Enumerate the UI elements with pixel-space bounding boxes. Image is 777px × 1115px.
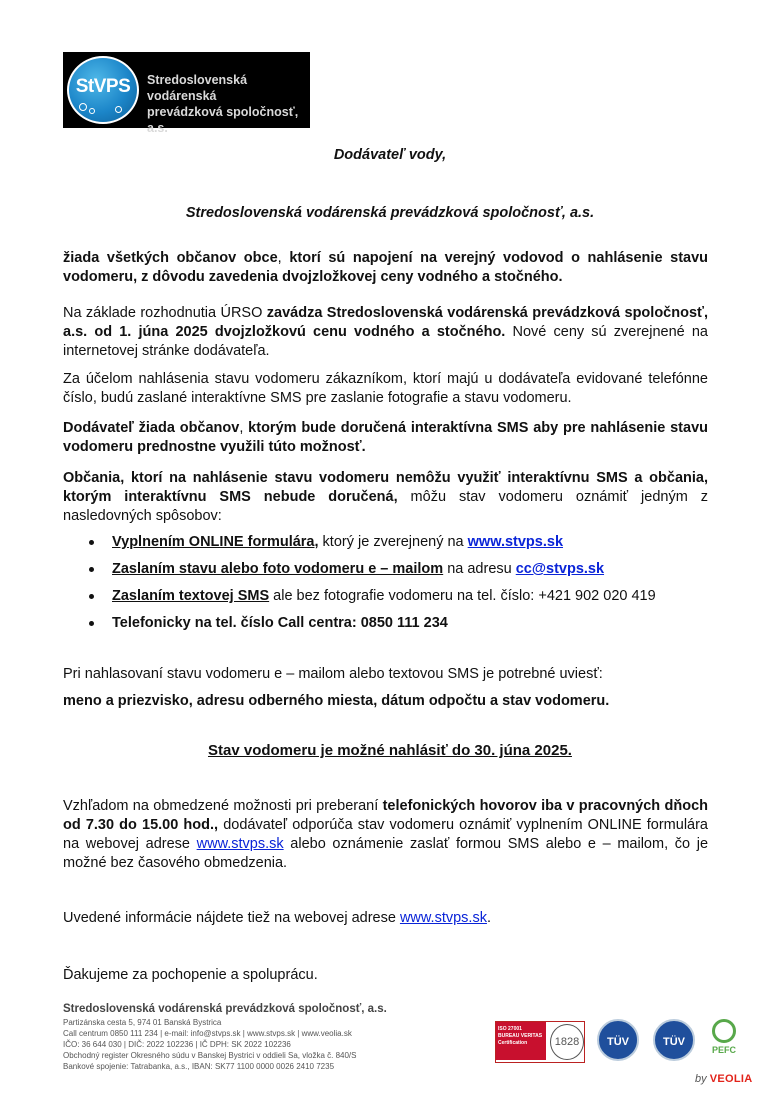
bubble-icon — [89, 108, 95, 114]
bubble-icon — [115, 106, 122, 113]
decision-paragraph — [63, 304, 708, 361]
text: Občania, ktorí na nahlásenie stavu vodomeru nemôžu využiť interaktívnu SMS a občania, ktorým interaktívnu SMS nebude doručená, — [63, 470, 708, 505]
text: môžu stav vodomeru oznámiť jedným z nasledovných spôsobov: — [63, 489, 709, 524]
text: telefonických hovorov iba v pracovných dňoch od 7.30 do 15.00 hod., — [63, 798, 708, 833]
text: Dodávateľ žiada občanov — [63, 420, 240, 436]
footer-ids: IČO: 36 644 030 | DIČ: 2022 102236 | IČ DPH: SK 2022 102236 — [63, 1040, 291, 1049]
tuv-badge: TÜV — [597, 1019, 639, 1061]
pefc-label: PEFC — [711, 1045, 736, 1055]
request-paragraph — [63, 249, 708, 287]
list-item — [88, 614, 728, 641]
sms-paragraph: Za účelom nahlásenia stavu vodomeru zákazníkom, ktorí majú u dodávateľa evidované telefónne číslo, budú zaslané interaktívne SMS pre zaslanie fotografie a stavu vodomeru. — [63, 371, 708, 406]
list-item — [88, 560, 728, 587]
veolia-logo — [695, 1073, 752, 1085]
certification-badges — [495, 1017, 745, 1065]
footer-register: Obchodný register Okresného súdu v Banskej Bystrici v oddieli Sa, vložka č. 840/S — [63, 1051, 357, 1060]
bureau-veritas-badge — [495, 1021, 585, 1063]
email-link[interactable]: cc@stvps.sk — [515, 561, 605, 577]
thanks-paragraph: Ďakujeme za pochopenie a spoluprácu. — [63, 967, 318, 983]
text: , — [277, 250, 290, 266]
text: Vzhľadom na obmedzené možnosti pri preberaní — [63, 798, 383, 814]
options-paragraph — [63, 469, 708, 526]
footer-contact: Call centrum 0850 111 234 | e-mail: info@stvps.sk | www.stvps.sk | www.veolia.sk — [63, 1029, 352, 1038]
text: Uvedené informácie nájdete tiež na webovej adrese — [63, 910, 400, 926]
recommendation-paragraph — [63, 797, 708, 873]
badge-text: ISO 27001 BUREAU VERITAS Certification — [496, 1022, 546, 1060]
veolia-wordmark: VEOLIA — [709, 1073, 753, 1085]
website-link[interactable]: www.stvps.sk — [399, 910, 487, 926]
text: ktorý je zverejnený na — [318, 534, 468, 550]
text: Telefonicky na tel. číslo Call centra: 0850 111 234 — [112, 615, 448, 631]
text: ktorým bude doručená interaktívna SMS aby pre nahlásenie stavu vodomeru prednostne využili túto možnosť. — [63, 420, 708, 455]
seal-icon: 1828 — [550, 1024, 584, 1060]
list-item — [88, 587, 728, 614]
footer-address: Partizánska cesta 5, 974 01 Banská Bystrica — [63, 1018, 222, 1027]
bubble-icon — [79, 103, 87, 111]
prefer-sms-paragraph — [63, 419, 708, 457]
company-logo — [63, 52, 310, 135]
text: žiada všetkých občanov obce — [63, 250, 278, 266]
info-paragraph — [63, 909, 708, 928]
text: , — [239, 420, 249, 436]
logo-name-line2: prevádzková spoločnosť, a.s. — [147, 105, 299, 135]
footer-company: Stredoslovenská vodárenská prevádzková spoločnosť, a.s. — [63, 1003, 387, 1015]
options-list — [88, 533, 728, 641]
leaf-icon — [712, 1019, 736, 1043]
supplier-heading: Dodávateľ vody, — [333, 147, 447, 163]
logo-name — [147, 72, 307, 136]
text: Vyplnením ONLINE formulára, — [112, 534, 319, 550]
list-item — [88, 533, 728, 560]
text: ktorí sú napojení na verejný vodovod o nahlásenie stavu vodomeru, z dôvodu zavedenia dvojzložkovej ceny vodného a stočného. — [63, 250, 709, 285]
text: Nové ceny sú zverejnené na internetovej stránke dodávateľa. — [63, 324, 709, 359]
logo-name-line1: Stredoslovenská vodárenská — [147, 73, 248, 103]
text: na adresu — [443, 561, 516, 577]
deadline-heading: Stav vodomeru je možné nahlásiť do 30. júna 2025. — [208, 742, 572, 759]
text: ale bez fotografie vodomeru na tel. číslo: +421 902 020 419 — [269, 588, 656, 604]
text: . — [486, 910, 491, 926]
website-link[interactable]: www.stvps.sk — [196, 836, 284, 852]
footer-bank: Bankové spojenie: Tatrabanka, a.s., IBAN: SK77 1100 0000 0026 2410 7235 — [63, 1062, 335, 1071]
required-info-list: meno a priezvisko, adresu odberného miesta, dátum odpočtu a stav vodomeru. — [63, 693, 610, 709]
text: Na základe rozhodnutia ÚRSO — [63, 305, 267, 321]
text: zavádza Stredoslovenská vodárenská prevádzková spoločnosť, a.s. od 1. júna 2025 dvojzložkovú cenu vodného a stočného. — [63, 305, 708, 340]
pefc-badge — [707, 1019, 741, 1063]
tuv-badge: TÜV — [653, 1019, 695, 1061]
text: Zaslaním textovej SMS — [112, 588, 270, 604]
company-heading: Stredoslovenská vodárenská prevádzková spoločnosť, a.s. — [185, 205, 595, 221]
website-link[interactable]: www.stvps.sk — [467, 534, 564, 550]
logo-abbr: StVPS — [75, 76, 131, 97]
text: Zaslaním stavu alebo foto vodomeru e – mailom — [112, 561, 444, 577]
text: dodávateľ odporúča stav vodomeru oznámiť vyplnením ONLINE formulára na webovej adrese — [63, 817, 708, 852]
text: alebo oznámenie zaslať formou SMS alebo e – mailom, čo je možné bez časového obmedzenia. — [63, 836, 709, 871]
required-info-paragraph: Pri nahlasovaní stavu vodomeru e – mailom alebo textovou SMS je potrebné uviesť: — [63, 666, 603, 682]
logo-emblem — [67, 56, 139, 124]
by-label: by — [695, 1073, 707, 1085]
